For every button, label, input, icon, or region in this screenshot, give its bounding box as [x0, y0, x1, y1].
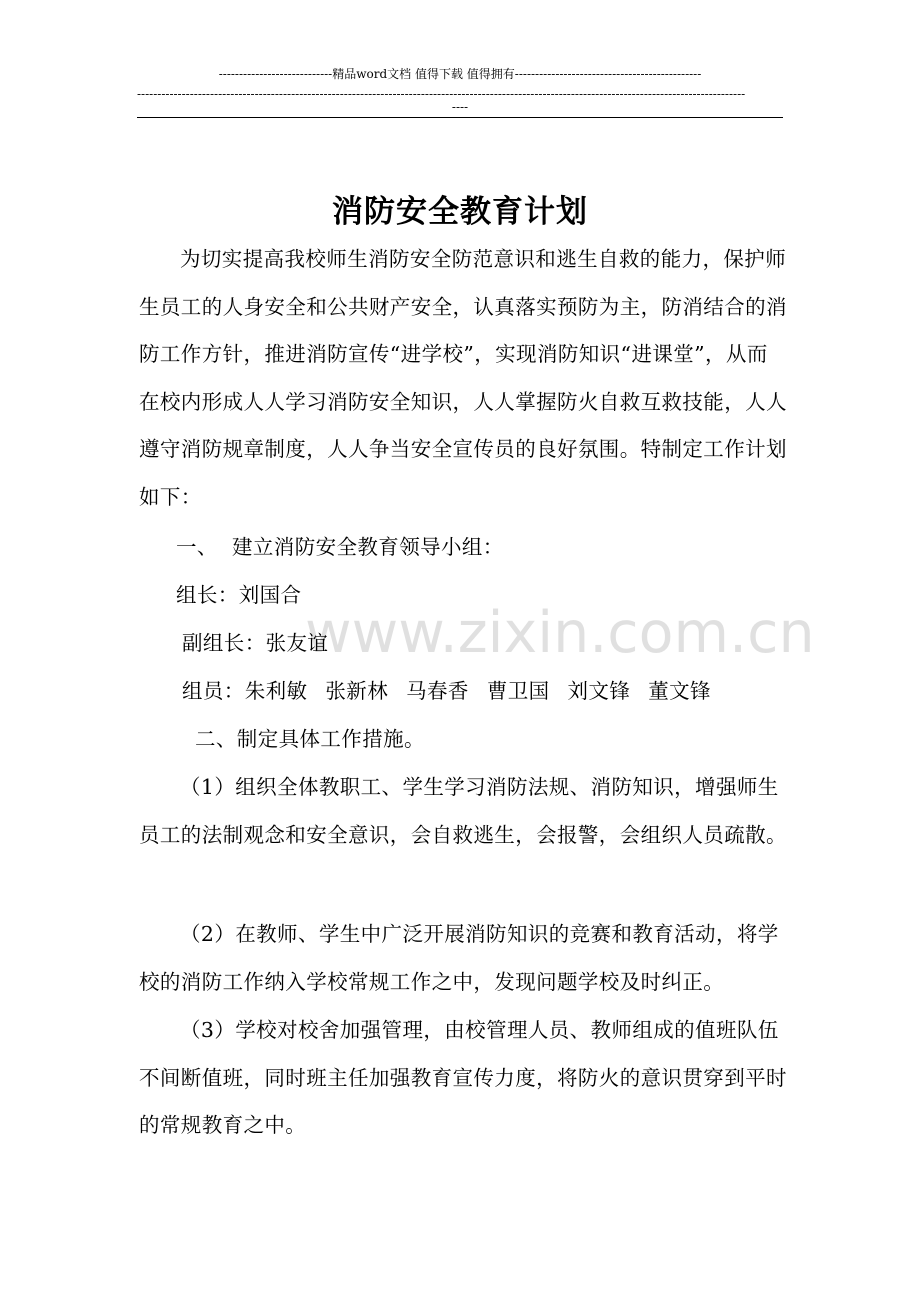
members-label: 组员： [182, 679, 245, 703]
member-name: 朱利敏 [244, 679, 308, 703]
measure-paragraph-1: （1）组织全体教职工、学生学习消防法规、消防知识，增强师生员工的法制观念和安全意识，会自救逃生，会报警，会组织人员疏散。 [139, 775, 787, 847]
measure-paragraph-3: （3）学校对校舍加强管理，由校管理人员、教师组成的值班队伍不间断值班，同时班主任加强教育宣传力度，将防火的意识贯穿到平时的常规教育之中。 [139, 1018, 787, 1137]
member-name: 董文锋 [648, 679, 711, 703]
group-leader: 组长：刘国合 [176, 583, 302, 607]
measure-paragraph-2: （2）在教师、学生中广泛开展消防知识的竞赛和教育活动，将学校的消防工作纳入学校常规工作之中，发现问题学校及时纠正。 [139, 922, 779, 994]
header-rule [137, 117, 783, 118]
member-name: 刘文锋 [567, 679, 631, 703]
section-1-title: 建立消防安全教育领导小组： [232, 535, 504, 559]
member-name: 张新林 [325, 679, 389, 703]
section-2-heading: 二、制定具体工作措施。 [195, 727, 425, 751]
group-members [182, 668, 711, 715]
member-name: 曹卫国 [486, 679, 550, 703]
intro-paragraph: 为切实提高我校师生消防安全防范意识和逃生自救的能力，保护师生员工的人身安全和公共财产安全，认真落实预防为主，防消结合的消防工作方针，推进消防宣传“进学校”，实现消防知识“进课堂”，从而在校内形成人人学习消防安全知识，人人掌握防火自救互救技能，人人遵守消防规章制度，人人争当安全宣传员的良好氛围。特制定工作计划如下： [139, 247, 787, 509]
member-name: 马春香 [406, 679, 469, 703]
header-dashes-tail: ---- [451, 100, 469, 114]
page-title: 消防安全教育计划 [332, 194, 588, 230]
header-banner: ----------------------------精品word文档 值得下载 值得拥有---------------------------------------------- [218, 67, 702, 81]
header-dashes: ------------------------------------------------------------------------------------------------------------------------------------------------------ [137, 87, 746, 101]
section-1-heading [176, 524, 504, 571]
group-deputy-leader: 副组长：张友谊 [182, 631, 329, 655]
section-1-number: 一、 [176, 535, 218, 559]
watermark: www.zixin.com.cn [305, 600, 815, 666]
